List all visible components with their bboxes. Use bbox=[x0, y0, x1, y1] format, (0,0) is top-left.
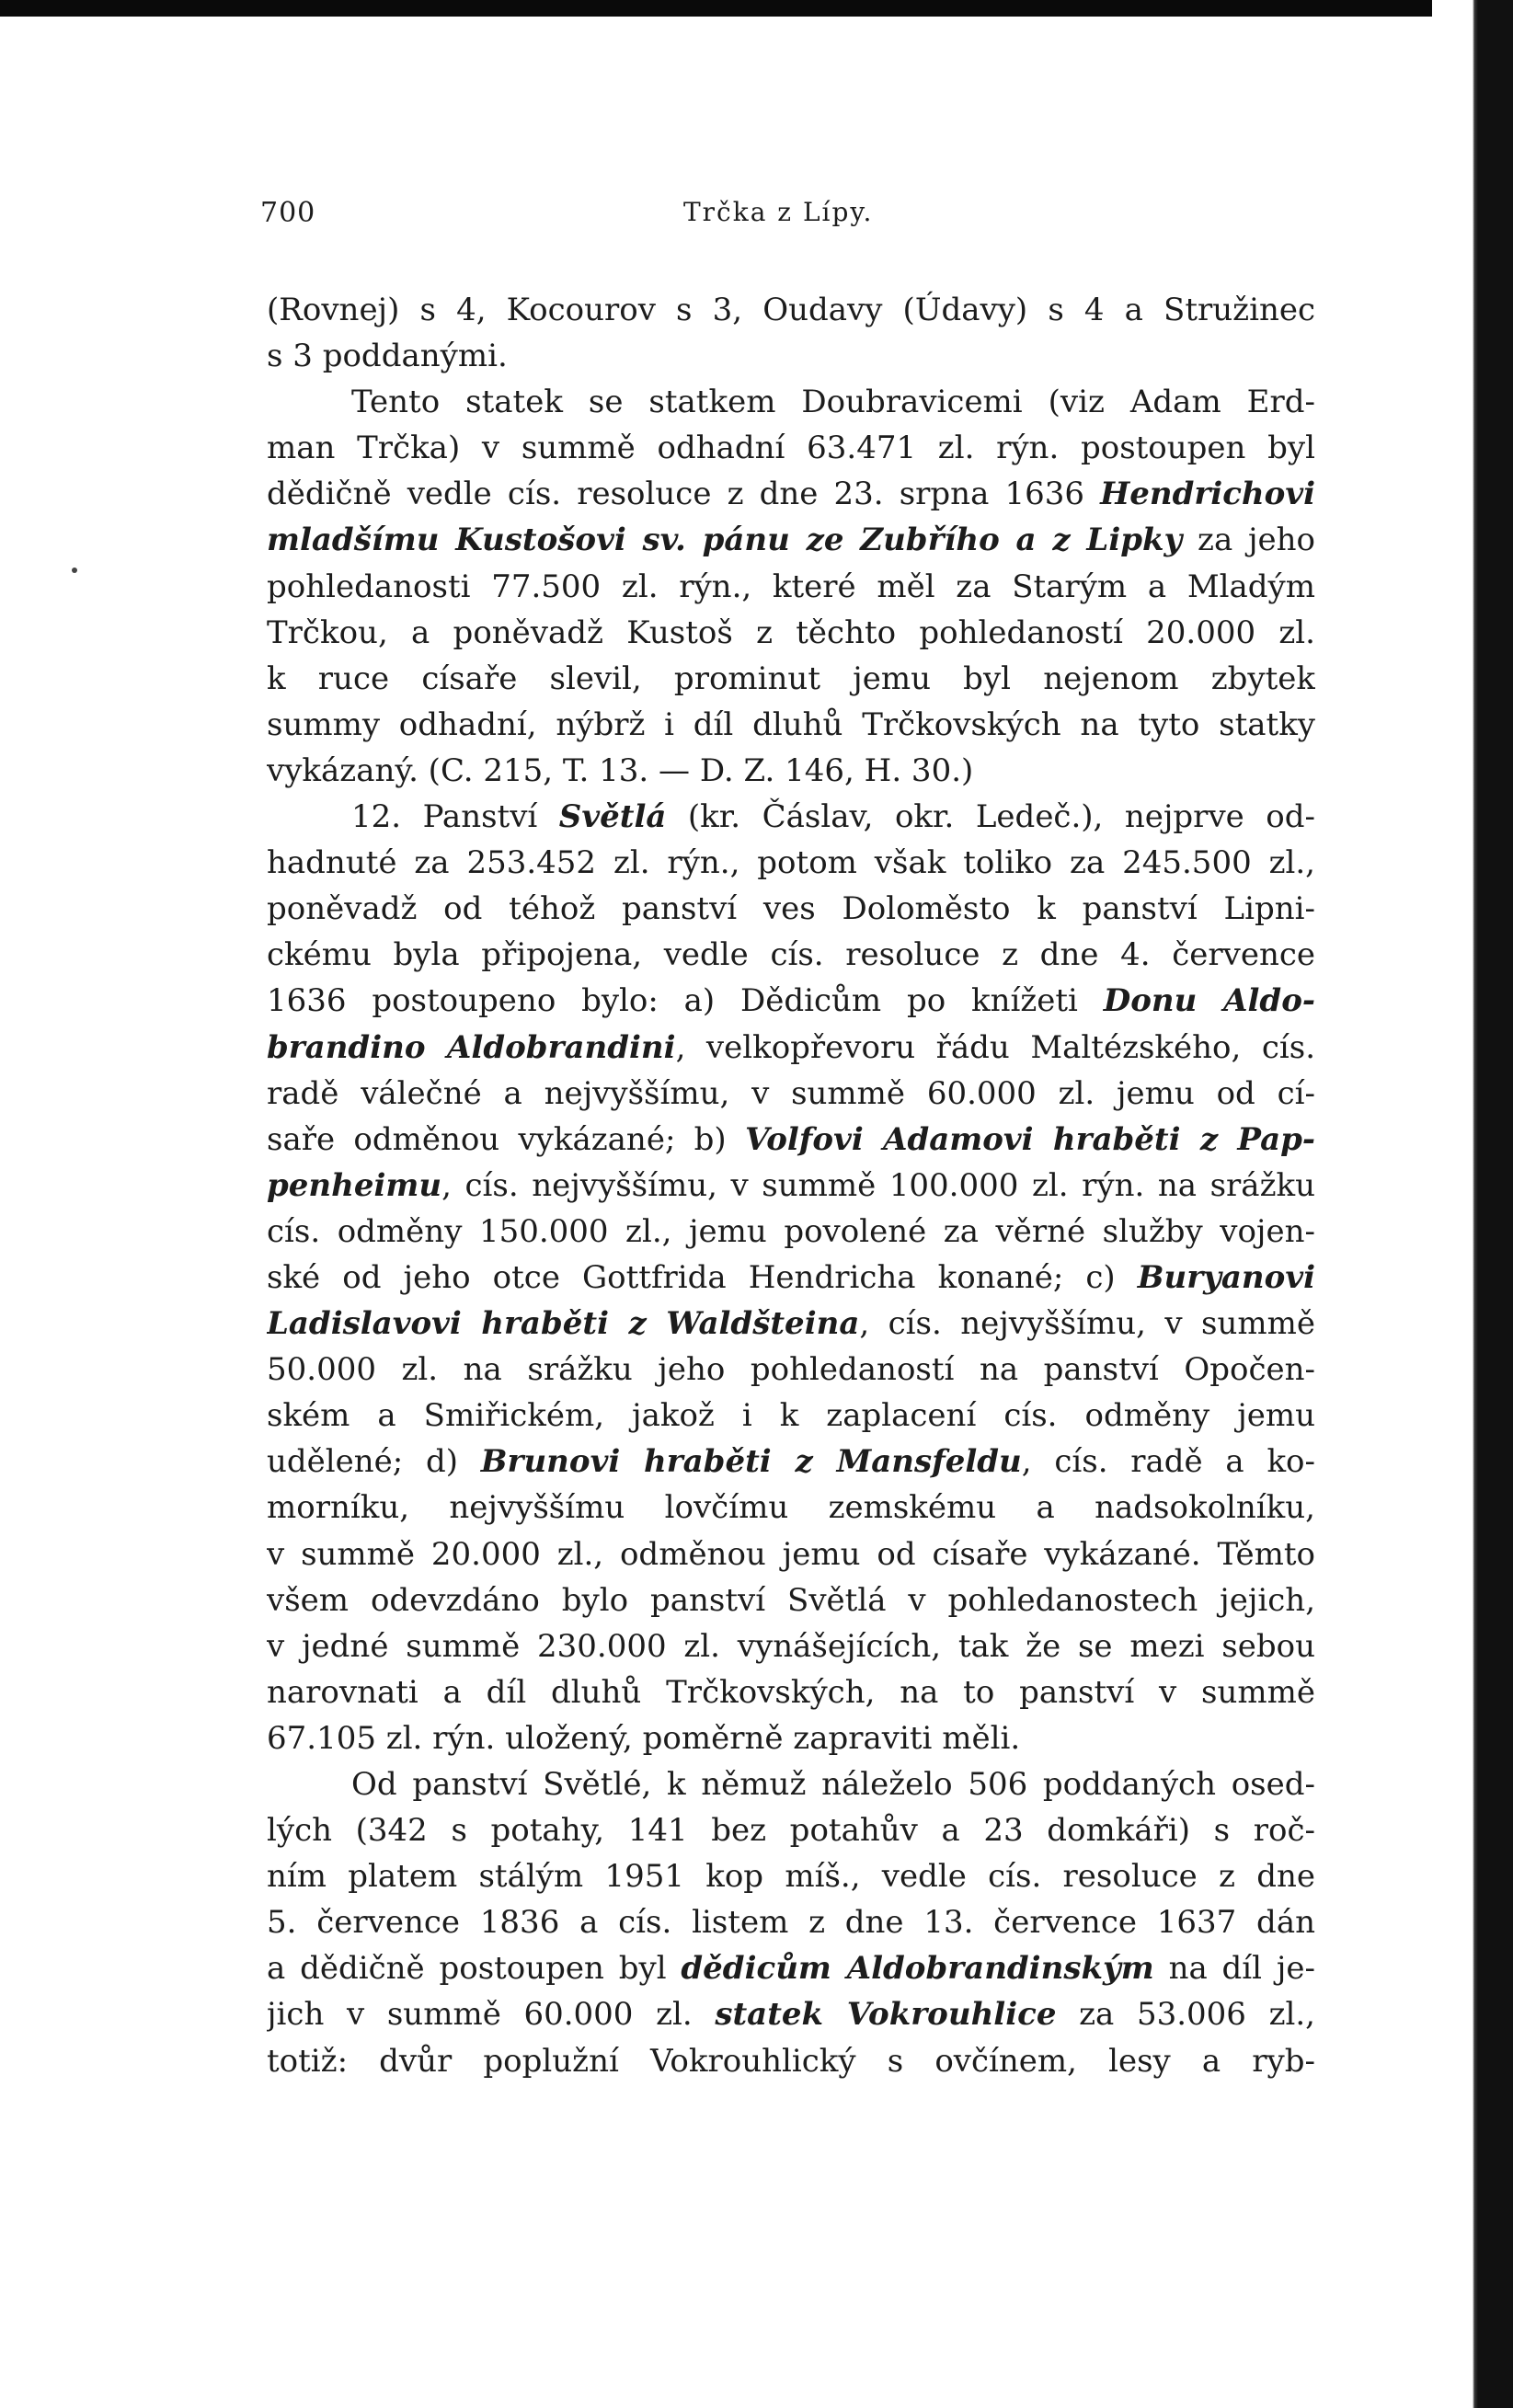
text-line: s 3 poddanými. bbox=[267, 338, 508, 375]
text-line: radě válečné a nejvyššímu, v summě 60.000 zl. jemu od cí- bbox=[267, 1074, 1315, 1112]
running-head: Trčka z Lípy. bbox=[683, 197, 874, 227]
text-line: Od panství Světlé, k němuž náleželo 506 poddaných osed- bbox=[351, 1766, 1315, 1803]
text-line: udělené; d) Brunovi hraběti z Mansfeldu, cís. radě a ko- bbox=[267, 1443, 1315, 1481]
text-line: 67.105 zl. rýn. uložený, poměrně zapraviti měli. bbox=[267, 1719, 1021, 1757]
text-line: poněvadž od téhož panství ves Doloměsto k panství Lipni- bbox=[267, 890, 1315, 928]
text-line: a dědičně postoupen byl dědicům Aldobrandinským na díl je- bbox=[267, 1950, 1315, 1988]
text-line: vykázaný. (C. 215, T. 13. — D. Z. 146, H. 30.) bbox=[267, 751, 974, 789]
text-line: man Trčka) v summě odhadní 63.471 zl. rýn. postoupen byl bbox=[267, 430, 1315, 467]
text-line: totiž: dvůr poplužní Vokrouhlický s ovčínem, lesy a ryb- bbox=[267, 2042, 1315, 2080]
text-line: k ruce císaře slevil, prominut jemu byl nejenom zbytek bbox=[267, 659, 1315, 697]
text-line: mladšímu Kustošovi sv. pánu ze Zubřího a z Lipky za jeho bbox=[267, 522, 1315, 559]
text-line: v jedné summě 230.000 zl. vynášejících, tak že se mezi sebou bbox=[267, 1627, 1315, 1665]
text-line: brandino Aldobrandini, velkopřevoru řádu Maltézského, cís. bbox=[267, 1028, 1315, 1066]
text-line: 50.000 zl. na srážku jeho pohledaností na panství Opočen- bbox=[267, 1351, 1315, 1389]
text-line: hadnuté za 253.452 zl. rýn., potom však toliko za 245.500 zl., bbox=[267, 844, 1315, 882]
scan-top-border bbox=[0, 0, 1513, 17]
text-line: morníku, nejvyššímu lovčímu zemskému a nadsokolníku, bbox=[267, 1489, 1315, 1527]
text-line: v summě 20.000 zl., odměnou jemu od císaře vykázané. Těmto bbox=[267, 1535, 1315, 1573]
scan-speck bbox=[72, 568, 77, 573]
text-line: 12. Panství Světlá (kr. Čáslav, okr. Ledeč.), nejprve od- bbox=[351, 798, 1315, 836]
text-line: cís. odměny 150.000 zl., jemu povolené za věrné služby vojen- bbox=[267, 1212, 1315, 1250]
text-line: jich v summě 60.000 zl. statek Vokrouhlice za 53.006 zl., bbox=[267, 1996, 1315, 2034]
text-line: ském a Smiřickém, jakož i k zaplacení cís. odměny jemu bbox=[267, 1397, 1315, 1435]
text-line: ckému byla připojena, vedle cís. resoluce z dne 4. července bbox=[267, 936, 1315, 974]
body-text bbox=[267, 287, 1315, 2084]
page-header bbox=[260, 197, 1290, 234]
text-line: saře odměnou vykázané; b) Volfovi Adamovi hraběti z Pap- bbox=[267, 1120, 1315, 1158]
text-line: ním platem stálým 1951 kop míš., vedle cís. resoluce z dne bbox=[267, 1858, 1315, 1896]
text-line: 1636 postoupeno bylo: a) Dědicům po knížeti Donu Aldo- bbox=[267, 982, 1315, 1020]
text-line: 5. července 1836 a cís. listem z dne 13. července 1637 dán bbox=[267, 1904, 1315, 1942]
text-line: narovnati a díl dluhů Trčkovských, na to panství v summě bbox=[267, 1673, 1315, 1711]
text-line: penheimu, cís. nejvyššímu, v summě 100.000 zl. rýn. na srážku bbox=[267, 1166, 1315, 1204]
page-number: 700 bbox=[260, 197, 316, 229]
text-line: Tento statek se statkem Doubravicemi (viz Adam Erd- bbox=[351, 384, 1315, 421]
text-line: ské od jeho otce Gottfrida Hendricha konané; c) Buryanovi bbox=[267, 1258, 1315, 1296]
text-line: dědičně vedle cís. resoluce z dne 23. srpna 1636 Hendrichovi bbox=[267, 476, 1315, 513]
scan-right-edge bbox=[1432, 0, 1513, 2408]
text-line: pohledanosti 77.500 zl. rýn., které měl za Starým a Mladým bbox=[267, 568, 1315, 605]
text-line: všem odevzdáno bylo panství Světlá v pohledanostech jejich, bbox=[267, 1581, 1315, 1619]
text-line: Trčkou, a poněvadž Kustoš z těchto pohledaností 20.000 zl. bbox=[267, 613, 1315, 651]
text-line: (Rovnej) s 4, Kocourov s 3, Oudavy (Údavy) s 4 a Stružinec bbox=[267, 292, 1315, 328]
text-line: summy odhadní, nýbrž i díl dluhů Trčkovských na tyto statky bbox=[267, 705, 1315, 743]
text-line: lých (342 s potahy, 141 bez potahův a 23 domkáři) s roč- bbox=[267, 1812, 1315, 1850]
text-line: Ladislavovi hraběti z Waldšteina, cís. nejvyššímu, v summě bbox=[267, 1305, 1315, 1343]
